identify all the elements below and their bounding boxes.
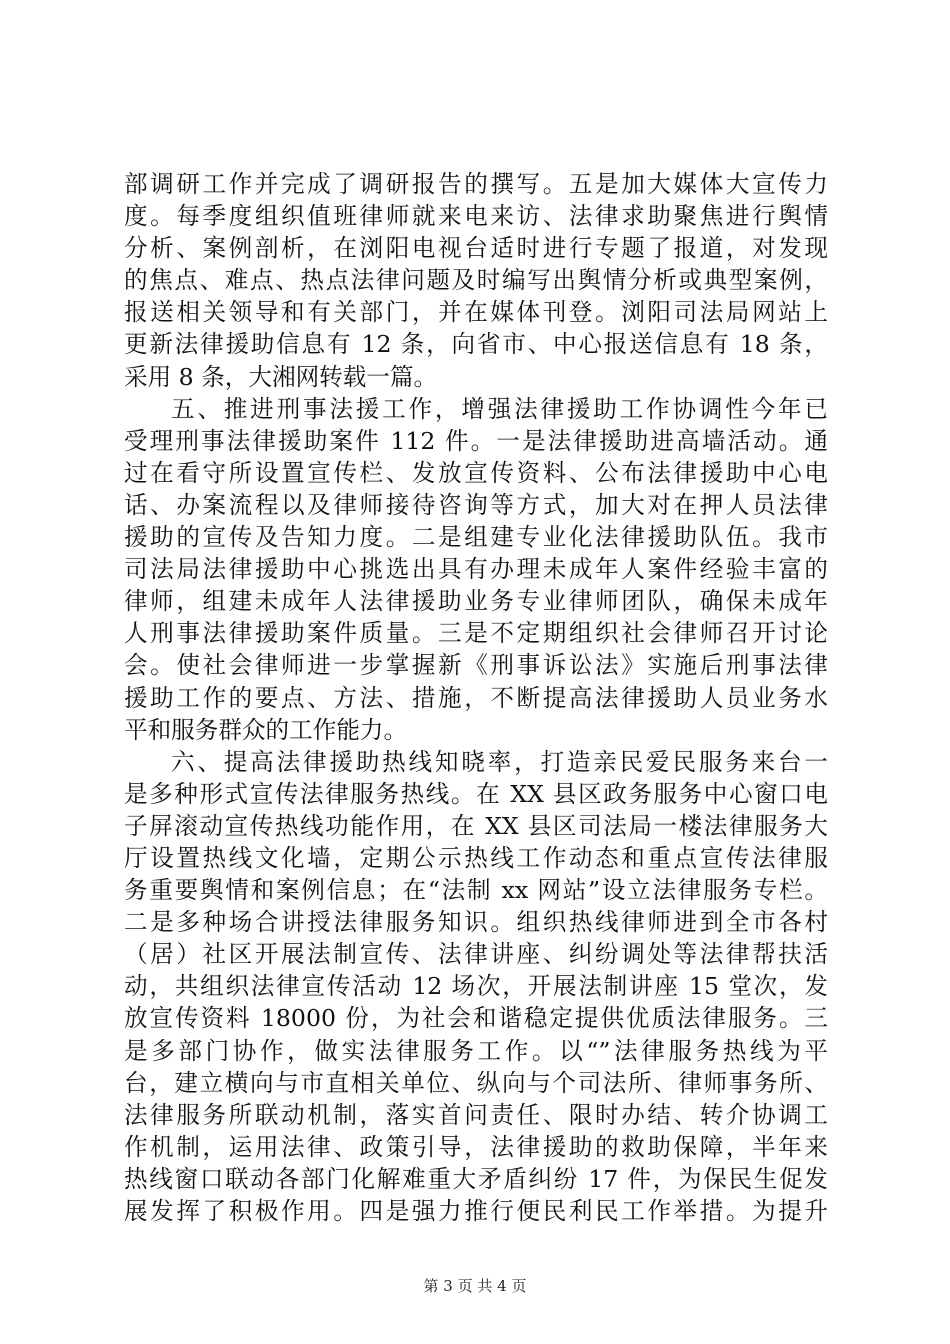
text-line: 法律服务所联动机制，落实首问责任、限时办结、转介协调工 (124, 1100, 828, 1129)
text-line: 台，建立横向与市直相关单位、纵向与个司法所、律师事务所、 (124, 1068, 828, 1097)
text-line: 话、办案流程以及律师接待咨询等方式，加大对在押人员法律 (124, 490, 828, 519)
text-line: 的焦点、难点、热点法律问题及时编写出舆情分析或典型案例， (124, 266, 828, 295)
text-line: 平和服务群众的工作能力。 (124, 715, 408, 744)
text-line: 是多部门协作，做实法律服务工作。以“”法律服务热线为平 (124, 1036, 828, 1065)
text-line: 更新法律援助信息有 12 条，向省市、中心报送信息有 18 条， (124, 330, 828, 359)
text-line: 司法局法律援助中心挑选出具有办理未成年人案件经验丰富的 (124, 555, 828, 584)
text-line: 部调研工作并完成了调研报告的撰写。五是加大媒体大宣传力 (124, 170, 828, 198)
text-line: 是多种形式宣传法律服务热线。在 XX 县区政务服务中心窗口电 (124, 779, 828, 808)
text-line: 务重要舆情和案例信息；在“法制 xx 网站”设立法律服务专栏。 (124, 876, 828, 905)
text-line: （居）社区开展法制宣传、法律讲座、纠纷调处等法律帮扶活 (124, 940, 828, 969)
text-line: 热线窗口联动各部门化解难重大矛盾纠纷 17 件，为保民生促发 (124, 1164, 828, 1193)
text-line: 人刑事法律援助案件质量。三是不定期组织社会律师召开讨论 (124, 619, 828, 648)
paragraph-1 (124, 168, 828, 393)
text-line: 六、提高法律援助热线知晓率，打造亲民爱民服务来台一 (171, 747, 828, 776)
text-line: 子屏滚动宣传热线功能作用，在 XX 县区司法局一楼法律服务大 (124, 811, 828, 840)
text-line: 展发挥了积极作用。四是强力推行便民利民工作举措。为提升 (124, 1197, 828, 1225)
text-line: 作机制，运用法律、政策引导，法律援助的救助保障，半年来 (124, 1132, 828, 1161)
text-line: 五、推进刑事法援工作，增强法律援助工作协调性今年已 (171, 394, 828, 423)
paragraph-2 (124, 393, 828, 746)
text-line: 二是多种场合讲授法律服务知识。组织热线律师进到全市各村 (124, 908, 828, 937)
text-line: 采用 8 条，大湘网转载一篇。 (124, 362, 438, 391)
text-line: 报送相关领导和有关部门，并在媒体刊登。浏阳司法局网站上 (124, 298, 828, 327)
text-line: 放宣传资料 18000 份，为社会和谐稳定提供优质法律服务。三 (124, 1004, 828, 1033)
text-line: 会。使社会律师进一步掌握新《刑事诉讼法》实施后刑事法律 (124, 651, 828, 680)
text-line: 分析、案例剖析，在浏阳电视台适时进行专题了报道，对发现 (124, 234, 828, 263)
text-line: 律师，组建未成年人法律援助业务专业律师团队，确保未成年 (124, 587, 828, 616)
paragraph-3 (124, 746, 828, 1227)
body-text (124, 168, 828, 1227)
page-footer (0, 1275, 950, 1296)
text-line: 厅设置热线文化墙，定期公示热线工作动态和重点宣传法律服 (124, 843, 828, 872)
text-line: 受理刑事法律援助案件 112 件。一是法律援助进高墙活动。通 (124, 426, 828, 455)
text-line: 度。每季度组织值班律师就来电来访、法律求助聚焦进行舆情 (124, 202, 828, 231)
text-line: 过在看守所设置宣传栏、发放宣传资料、公布法律援助中心电 (124, 458, 828, 487)
text-line: 援助的宣传及告知力度。二是组建专业化法律援助队伍。我市 (124, 523, 828, 552)
text-line: 援助工作的要点、方法、措施，不断提高法律援助人员业务水 (124, 683, 828, 712)
text-line: 动，共组织法律宣传活动 12 场次，开展法制讲座 15 堂次，发 (124, 972, 828, 1001)
page-number: 第 3 页 共 4 页 (423, 1277, 527, 1295)
